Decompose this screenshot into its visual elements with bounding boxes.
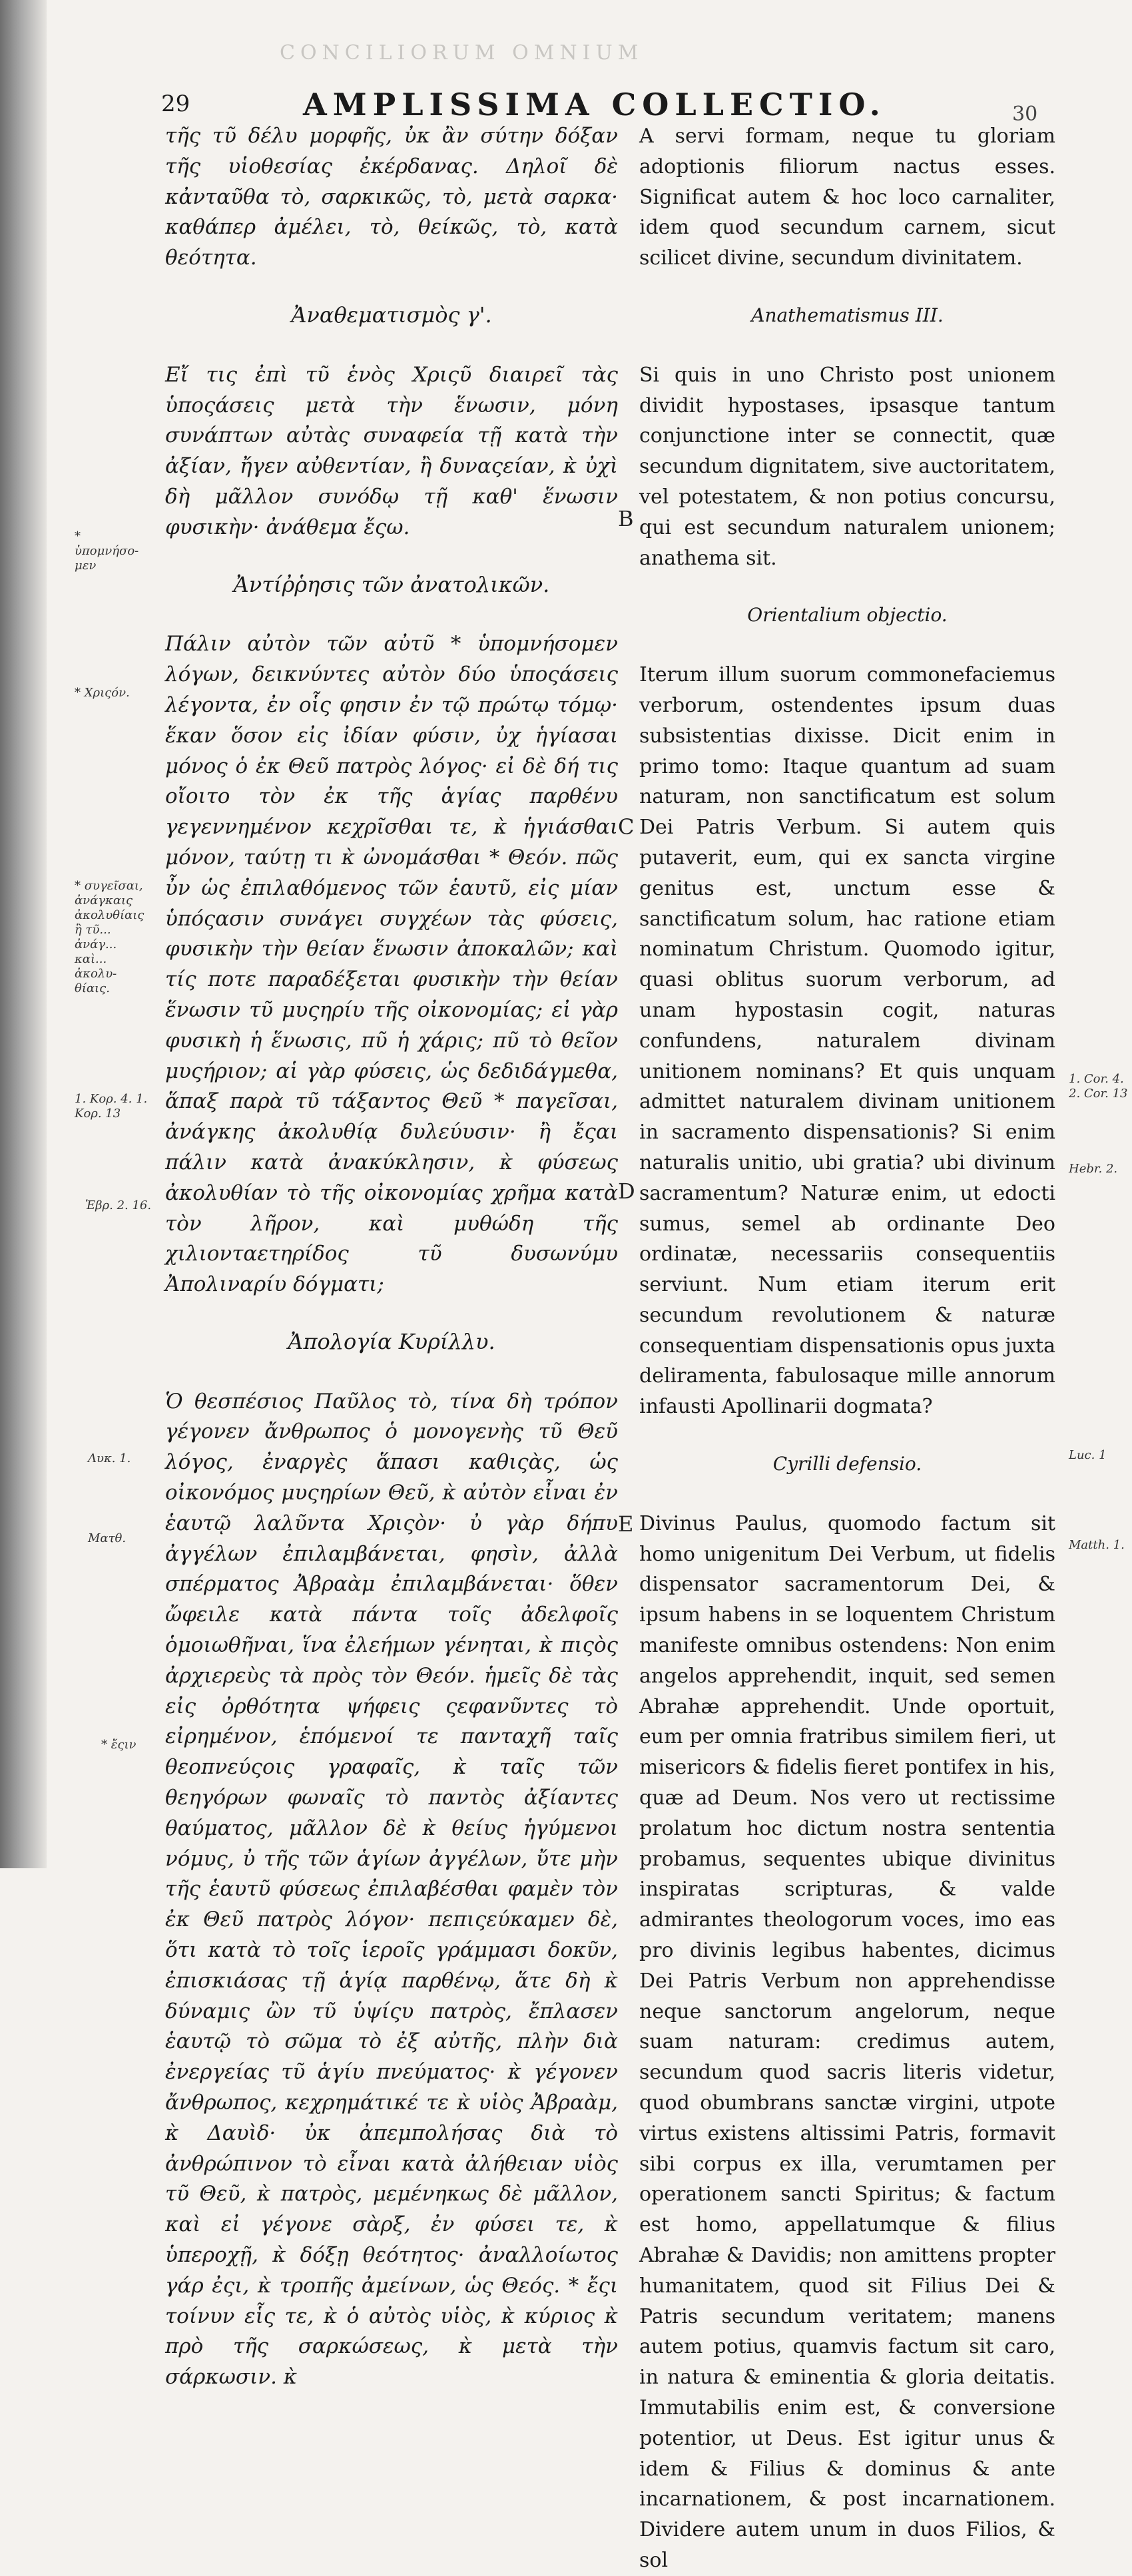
binding-shadow [0, 0, 47, 1868]
margin-note-greek-8: * ἔςιν [101, 1738, 137, 1752]
margin-note-greek-6: Λυκ. 1. [88, 1451, 131, 1465]
margin-note-latin-1: 1. Cor. 4. 2. Cor. 13 [1069, 1072, 1128, 1101]
margin-note-greek-7: Ματθ. [88, 1531, 127, 1545]
section-letter-d: D [618, 1178, 635, 1204]
latin-paragraph-4: Divinus Paulus, quomodo factum sit homo unigenitum Dei Verbum, ut fidelis dispensator sacramentorum Dei, & ipsum habens in se loquentem Christum manifeste omnibus ostendens: Non enim angelos apprehendit, inquit, sed semen Abrahæ apprehendit. Unde oportuit, eum per omnia fratribus similem fieri, ut misericors & fidelis fieret pontifex in his, quæ ad Deum. Nos vero ut rectissime prolatum hoc dictum nostra sententia probamus, sequentes ubique divinitus inspiratas scripturas, & valde admirantes theologorum voces, imo eas pro divinis legibus habentes, dicimus Dei Patris Verbum non apprehendisse neque sanctorum angelorum, neque suam naturam: credimus autem, secundum quod sacris literis videtur, quod obumbrans sanctæ virgini, utpote virtus existens altissimi Patris, formavit sibi corpus ex illa, verumtamen per operationem sancti Spiritus; & factum est homo, appellatumque & filius Abrahæ & Davidis; non amittens propter humanitatem, quod sit Filius Dei & Patris secundum veritatem; manens autem potius, quamvis factum sit caro, in natura & eminentia & gloria deitatis. Immutabilis enim est, & conversione potentior, ut Deus. Est igitur unus & idem & Filius & dominus & ante incarnationem, & post incarnationem. Dividere autem unum in duos Filios, & sol [639, 1511, 1055, 2572]
greek-paragraph-1: τῆς τῦ δέλυ μορφῆς, ὐκ ἂν σύτην δόξαν τῆς υἱοθεσίας ἐκέρδανας. Δηλοῖ δὲ κἀνταῦθα τὸ, σαρκικῶς, τὸ, μετὰ σαρκα· καθάπερ ἀμέλει, τὸ, θείκῶς, τὸ, κατὰ θεότητα. [165, 124, 618, 270]
greek-paragraph-2: Εἴ τις ἐπὶ τῦ ἑνὸς Χριςῦ διαιρεῖ τὰς ὑποςάσεις μετὰ τὴν ἕνωσιν, μόνη συνάπτων αὐτὰς συναφεία τῇ κατὰ τὴν ἀξίαν, ἤγεν αὐθεντίαν, ἢ δυναςείαν, κ̀ ὐχὶ δὴ μᾶλλον συνόδῳ τῇ καθ' ἕνωσιν φυσικὴν· ἀνάθεμα ἔςω. [165, 362, 618, 539]
section-letter-b: B [618, 506, 634, 531]
latin-paragraph-3: Iterum illum suorum commonefaciemus verborum, ostendentes ipsum duas subsistentias dixisse. Dicit enim in primo tomo: Itaque quantum ad suam naturam, non sanctificatum est solum Dei Patris Verbum. Si autem quis putaverit, eum, qui ex sancta virgine genitus est, unctum esse & sanctificatum solum, hac ratione etiam nominatum Christum. Quomodo igitur, quasi oblitus suorum verborum, ad unam hypostasin cogit, naturas confundens, naturalem divinam unitionem nominans? Et quis unquam admittet naturalem divinam unitionem in sacramento dispensationis? Si enim naturalis unitio, ubi gratia? ubi divinum sacramentum? Naturæ enim, ut edocti sumus, semel ab ordinante Deo ordinatæ, necessariis consequentiis serviunt. Num etiam iterum erit secundum revolutionem & naturæ consequentiam dispensationis opus juxta deliramenta, fabulosaque mille annorum infausti Apollinarii dogmata? [639, 663, 1055, 1419]
margin-note-greek-2: * Χριςόν. [75, 686, 130, 700]
latin-paragraph-1: A servi formam, neque tu gloriam adoptionis filiorum nactus esses. Significat autem & hoc loco carnaliter, idem quod secundum carnem, sicut scilicet divine, secundum divinitatem. [639, 125, 1055, 270]
latin-paragraph-2: Si quis in uno Christo post unionem dividit hypostases, ipsasque tantum conjunctione inter se connectit, quæ secundum dignitatem, sive auctoritatem, vel potestatem, & non potius concursu, qui est secundum naturalem unionem; anathema sit. [639, 363, 1055, 570]
running-title: AMPLISSIMA COLLECTIO. [303, 87, 886, 123]
page-number-right: 30 [1012, 103, 1038, 126]
margin-note-latin-3: Luc. 1 [1069, 1448, 1107, 1462]
section-letter-c: C [618, 814, 635, 840]
margin-note-greek-5: Ἑβρ. 2. 16. [85, 1198, 152, 1212]
margin-note-latin-2: Hebr. 2. [1069, 1162, 1118, 1176]
section-letter-e: E [618, 1511, 634, 1537]
margin-note-latin-4: Matth. 1. [1069, 1538, 1125, 1552]
greek-heading-anathematism: Ἀναθεματισμὸς γ'. [291, 302, 492, 328]
margin-note-greek-3: * συγεῖσαι, ἀνάγκαις ἀκολυθίαις ἢ τῦ... ἀνάγ... καὶ... ἀκολυ-θίαις. [75, 879, 144, 995]
margin-note-greek-1: * ὑπομνήσο-μεν [75, 529, 139, 573]
latin-heading-defense: Cyrilli defensio. [772, 1453, 922, 1475]
latin-heading-anathematism: Anathematismus III. [751, 304, 944, 326]
page-number-left: 29 [161, 91, 190, 117]
latin-heading-objection: Orientalium objectio. [747, 604, 948, 627]
greek-heading-defense: Ἀπολογία Κυρίλλυ. [288, 1328, 495, 1354]
margin-note-greek-4: 1. Κορ. 4. 1. Κορ. 13 [75, 1092, 148, 1121]
bleed-through-text: CONCILIORUM OMNIUM [280, 41, 644, 65]
greek-paragraph-3: Πάλιν αὐτὸν τῶν αὐτῦ * ὑπομνήσομεν λόγων, δεικνύντες αὐτὸν δύο ὑποςάσεις λέγοντα, ἐν οἷς φησιν ἐν τῷ πρώτῳ τόμῳ· ἕκαν ὅσον εἰς ἰδίαν φύσιν, ὐχ ἡγίασαι μόνος ὁ ἐκ Θεῦ πατρὸς λόγος· εἰ δὲ δή τις οἴοιτο τὸν ἐκ τῆς ἁγίας παρθένυ γεγεννημένον κεχρῖσθαι τε, κ̀ ἡγιάσθαι μόνον, ταύτῃ τι κ̀ ὠνομάσθαι * Θεόν. πῶς ὖν ὡς ἐπιλαθόμενος τῶν ἑαυτῦ, εἰς μίαν ὑπόςασιν συνάγει συγχέων τὰς φύσεις, φυσικὴν τὴν θείαν ἕνωσιν ἀποκαλῶν; καὶ τίς ποτε παραδέξεται φυσικὴν τὴν θείαν ἕνωσιν τῦ μυςηρίυ τῆς οἰκονομίας; εἰ γὰρ φυσικὴ ἡ ἕνωσις, πῦ ἡ χάρις; πῦ τὸ θεῖον μυςήριον; αἱ γὰρ φύσεις, ὡς δεδιδάγμεθα, ἅπαξ παρὰ τῦ τάξαντος Θεῦ * παγεῖσαι, ἀνάγκης ἀκολυθίᾳ δυλεύυσιν· ἢ ἔςαι πάλιν κατὰ ἀνακύκλησιν, κ̀ φύσεως ἀκολυθίαν τὸ τῆς οἰκονομίας χρῆμα κατὰ τὸν λῆρον, καὶ μυθώδη τῆς χιλιονταετηρίδος τῦ δυσωνύμυ Ἀπολιναρίυ δόγματι; [165, 632, 618, 1297]
greek-paragraph-4: Ὁ θεσπέσιος Παῦλος τὸ, τίνα δὴ τρόπον γέγονεν ἄνθρωπος ὁ μονογενὴς τῦ Θεῦ λόγος, ἐναργὲς ἅπασι καθιςὰς, ὡς οἰκονόμος μυςηρίων Θεῦ, κ̀ αὐτὸν εἶναι ἐν ἑαυτῷ λαλῦντα Χριςὸν· ὐ γὰρ δήπυ ἀγγέλων ἐπιλαμβάνεται, φησὶν, ἀλλὰ σπέρματος Ἀβραὰμ ἐπιλαμβάνεται· ὅθεν ὤφειλε κατὰ πάντα τοῖς ἀδελφοῖς ὁμοιωθῆναι, ἵνα ἐλεήμων γένηται, κ̀ πιςὸς ἀρχιερεὺς τὰ πρὸς τὸν Θεόν. ἡμεῖς δὲ τὰς εἰς ὀρθότητα ψήφεις ςεφανῦντες τὸ εἰρημένον, ἑπόμενοί τε πανταχῆ ταῖς θεοπνεύςοις γραφαῖς, κ̀ ταῖς τῶν θεηγόρων φωναῖς τὸ παντὸς ἀξίαντες θαύματος, μᾶλλον δὲ κ̀ θείυς ἡγύμενοι νόμυς, ὐ τῆς τῶν ἁγίων ἀγγέλων, ὔτε μὴν τῆς ἑαυτῦ φύσεως ἐπιλαβέσθαι φαμὲν τὸν ἐκ Θεῦ πατρὸς λόγον· πεπιςεύκαμεν δὲ, ὅτι κατὰ τὸ τοῖς ἱεροῖς γράμμασι δοκῦν, ἐπισκιάσας τῇ ἁγίᾳ παρθένῳ, ἅτε δὴ κ̀ δύναμις ὢν τῦ ὑψίςυ πατρὸς, ἔπλασεν ἑαυτῷ τὸ σῶμα τὸ ἐξ αὐτῆς, πλὴν διὰ ἐνεργείας τῦ ἁγίυ πνεύματος· κ̀ γέγονεν ἄνθρωπος, κεχρημάτικέ τε κ̀ υἱὸς Ἀβραὰμ, κ̀ Δαυὶδ· ὐκ ἀπεμπολήσας διὰ τὸ ἀνθρώπινον τὸ εἶναι κατὰ ἀλήθειαν υἱὸς τῦ Θεῦ, κ̀ πατρὸς, μεμένηκως δὲ μᾶλλον, καὶ εἰ γέγονε σὰρξ, ἐν φύσει τε, κ̀ ὑπεροχῇ, κ̀ δόξῃ θεότητος· ἀναλλοίωτος γάρ ἐςι, κ̀ τροπῆς ἀμείνων, ὡς Θεός. * ἔςι τοίνυν εἷς τε, κ̀ ὁ αὐτὸς υἱὸς, κ̀ κύριος κ̀ πρὸ τῆς σαρκώσεως, κ̀ μετὰ τὴν σάρκωσιν. κ̀ [165, 1389, 618, 2390]
greek-heading-objection: Ἀντίῤῥησις τῶν ἀνατολικῶν. [233, 571, 550, 597]
greek-column [165, 121, 618, 2393]
page-header [160, 87, 1038, 127]
latin-column [639, 121, 1055, 2576]
